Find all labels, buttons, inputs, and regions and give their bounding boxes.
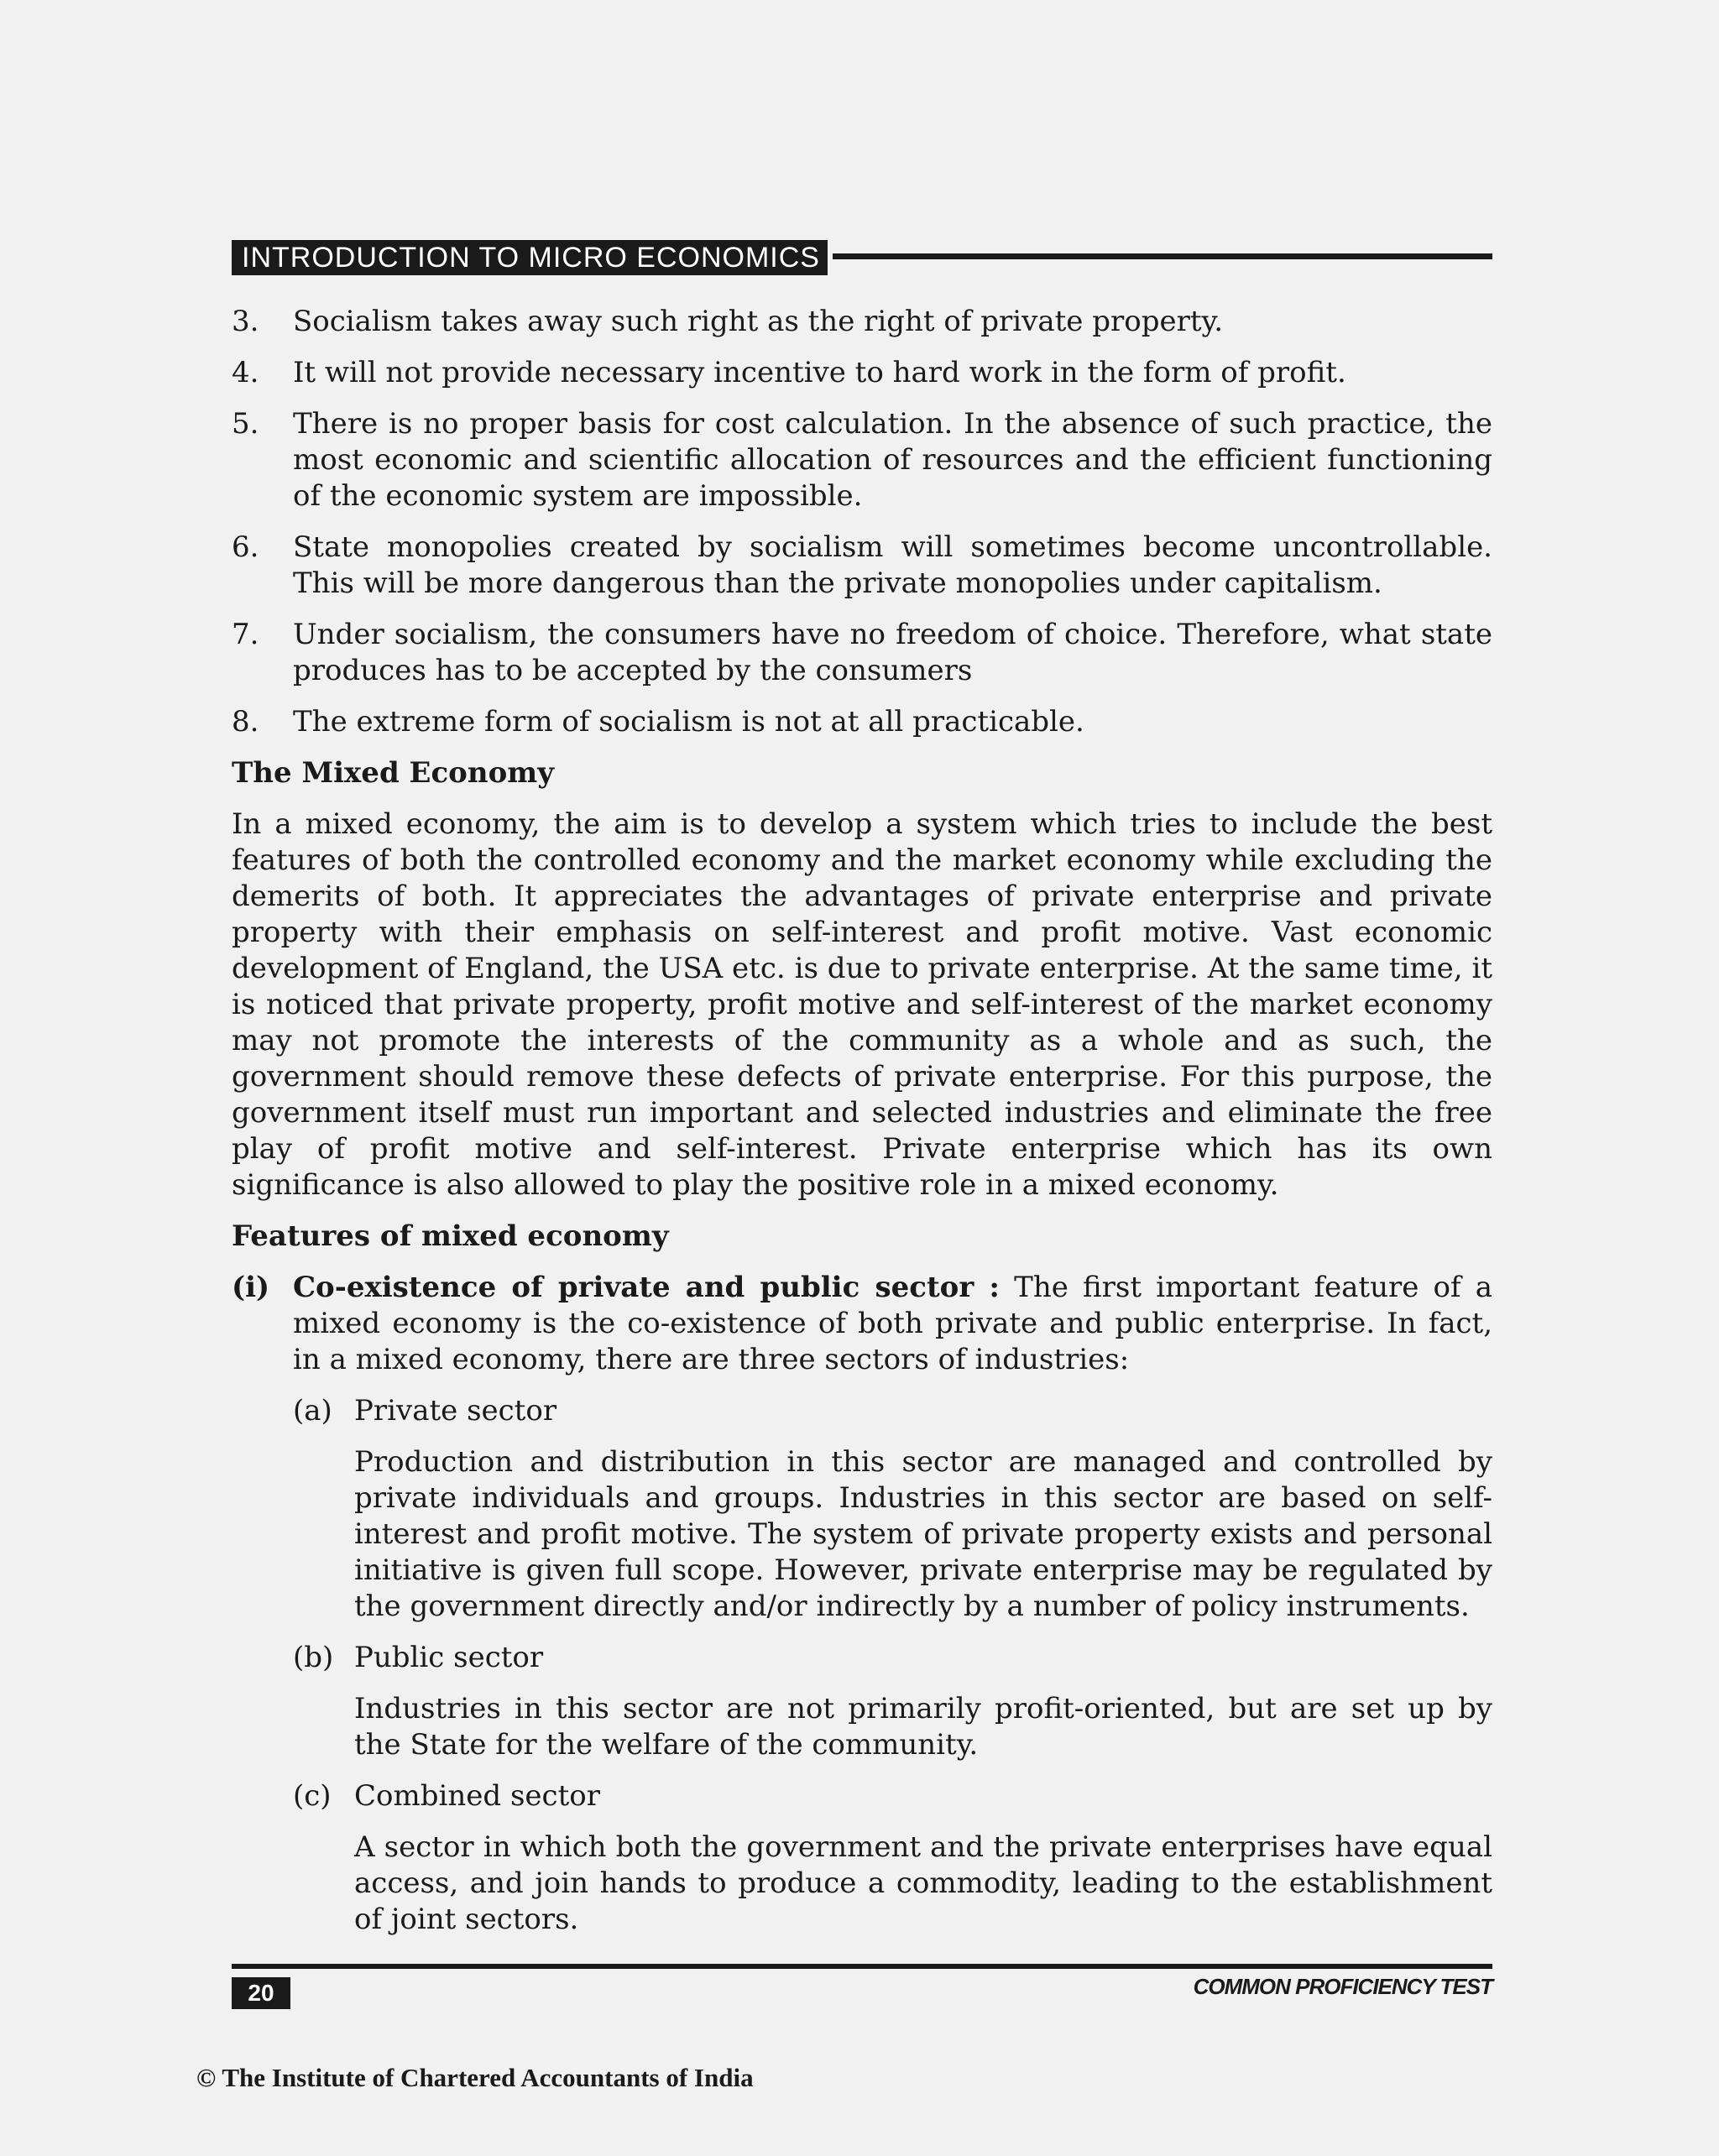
- section-heading-mixed-economy: The Mixed Economy: [232, 756, 554, 790]
- feature-number: (i): [232, 1271, 270, 1304]
- list-number: 3.: [232, 305, 259, 338]
- list-item: [232, 617, 1492, 689]
- running-header: [232, 240, 1492, 275]
- list-text: It will not provide necessary incentive to hard work in the form of profit.: [293, 356, 1346, 389]
- header-title: INTRODUCTION TO MICRO ECONOMICS: [232, 240, 828, 275]
- sector-description: Industries in this sector are not primarily profit-oriented, but are set up by the State for the welfare of the community.: [354, 1692, 1492, 1762]
- list-number: 7.: [232, 618, 259, 651]
- sector-label: (c): [293, 1779, 332, 1813]
- header-rule: [833, 253, 1492, 259]
- list-number: 4.: [232, 356, 259, 389]
- sector-label: (b): [293, 1641, 334, 1674]
- list-text: Under socialism, the consumers have no freedom of choice. Therefore, what state produces has to be accepted by the consumers: [293, 618, 1492, 687]
- list-item: [232, 530, 1492, 602]
- feature-text: [293, 1270, 1492, 1378]
- footer-title: COMMON PROFICIENCY TEST: [1193, 1974, 1492, 1999]
- list-item: [232, 406, 1492, 514]
- copyright-notice: © The Institute of Chartered Accountants of India: [196, 2063, 754, 2092]
- list-number: 5.: [232, 407, 259, 441]
- sector-description: Production and distribution in this sector are managed and controlled by private individuals and groups. Industries in this sector are based on self-interest and profit motive. The system of private property exists and personal initiative is given full scope. However, private enterprise may be regulated by the government directly and/or indirectly by a number of policy instruments.: [354, 1445, 1492, 1623]
- sector-description: A sector in which both the government and the private enterprises have equal access, and join hands to produce a commodity, leading to the establishment of joint sectors.: [354, 1830, 1492, 1936]
- sector-item: [293, 1393, 1492, 1429]
- sector-item: [293, 1640, 1492, 1676]
- list-text: State monopolies created by socialism will sometimes become uncontrollable. This will be more dangerous than the private monopolies under capitalism.: [293, 530, 1492, 600]
- page-number: 20: [232, 1977, 290, 2009]
- list-item: [232, 704, 1492, 740]
- feature-item: [232, 1270, 1492, 1378]
- sector-item: [293, 1778, 1492, 1814]
- list-text: Socialism takes away such right as the right of private property.: [293, 305, 1224, 338]
- mixed-economy-paragraph: In a mixed economy, the aim is to develop a system which tries to include the best features of both the controlled economy and the market economy while excluding the demerits of both. It appreciates the advantages of private enterprise and private property with their emphasis on self-interest and profit motive. Vast economic development of England, the USA etc. is due to private enterprise. At the same time, it is noticed that private property, profit motive and self-interest of the market economy may not promote the interests of the community as a whole and as such, the government should remove these defects of private enterprise. For this purpose, the government itself must run important and selected industries and eliminate the free play of profit motive and self-interest. Private enterprise which has its own significance is also allowed to play the positive role in a mixed economy.: [232, 807, 1492, 1202]
- sector-title: Private sector: [354, 1394, 557, 1428]
- list-text: The extreme form of socialism is not at all practicable.: [293, 705, 1084, 739]
- list-item: [232, 355, 1492, 391]
- list-number: 6.: [232, 530, 259, 564]
- sector-title: Public sector: [354, 1641, 544, 1674]
- list-item: [232, 304, 1492, 340]
- sector-title: Combined sector: [354, 1779, 600, 1813]
- footer-rule: [232, 1964, 1492, 1969]
- feature-body: The first important feature of a mixed economy is the co-existence of both private and public enterprise. In fact, in a mixed economy, there are three sectors of industries:: [293, 1271, 1492, 1376]
- list-text: There is no proper basis for cost calculation. In the absence of such practice, the most economic and scientific allocation of resources and the efficient functioning of the economic system are impossible.: [293, 407, 1492, 513]
- sector-label: (a): [293, 1394, 332, 1428]
- list-number: 8.: [232, 705, 259, 739]
- page-content: [232, 304, 1492, 1953]
- section-heading-features: Features of mixed economy: [232, 1219, 669, 1253]
- feature-title: Co-existence of private and public sector :: [293, 1271, 1000, 1304]
